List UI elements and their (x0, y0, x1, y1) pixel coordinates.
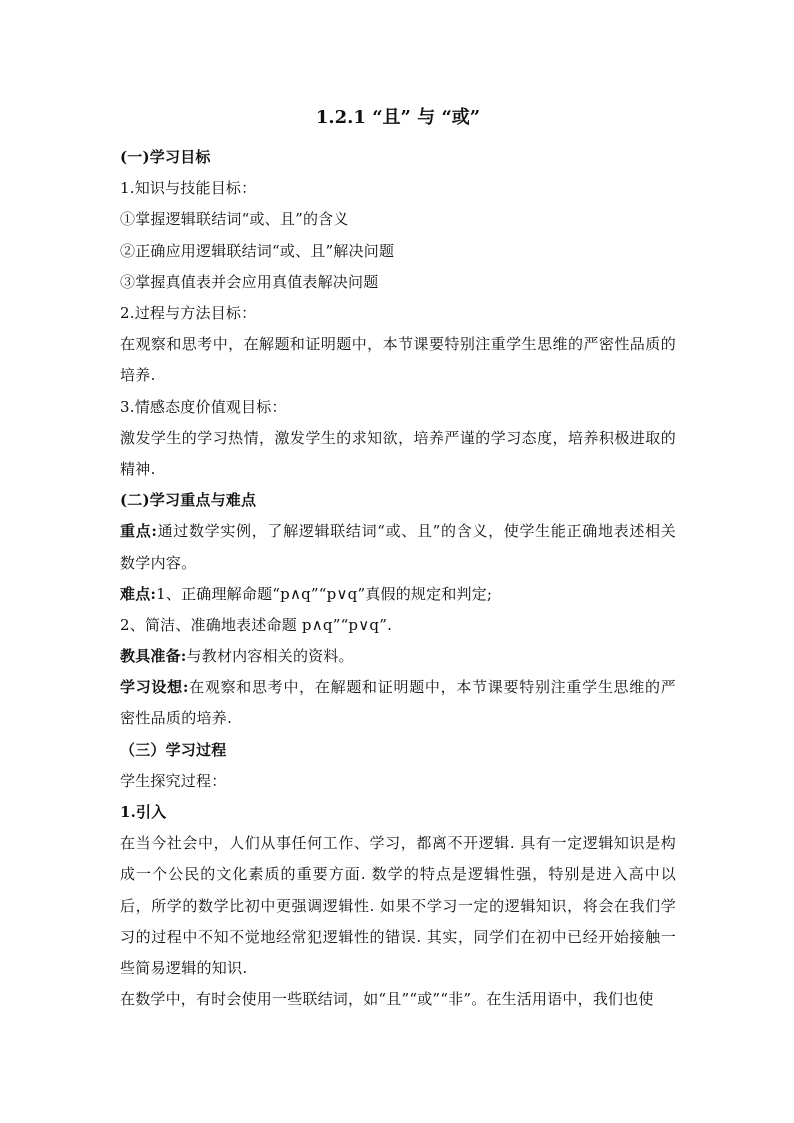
tools-text: 与教材内容相关的资料。 (186, 647, 354, 666)
goal1-item-2: ②正确应用逻辑联结词“或、且”解决问题 (120, 241, 395, 260)
intro-paragraph: 在当今社会中，人们从事任何工作、学习，都离不开逻辑. 具有一定逻辑知识是构成一个公民的文化素质的重要方面. 数学的特点是逻辑性强，特别是进入高中以后，所学的数学比初中更强调逻辑性. 如果不学习一定的逻辑知识，将会在我们学习的过程中不知不觉地经常犯逻辑性的错误. 其实，同学们在初中已经开始接触一些简易逻辑的知识. (120, 834, 676, 978)
difficulty-label: 难点: (120, 584, 157, 603)
intro-heading: 1.引入 (120, 803, 167, 822)
difficulty-text-1: 1、正确理解命题“p∧q”“p∨q”真假的规定和判定; (156, 584, 493, 603)
difficulty-line-2: 2、简洁、准确地表述命题 p∧q”“p∨q”. (120, 615, 393, 634)
difficulty-line-1 (120, 579, 676, 610)
key-point-label: 重点: (120, 522, 158, 541)
document-page (120, 103, 676, 1015)
goal3-heading: 3.情感态度价值观目标： (120, 397, 287, 416)
goal2-heading: 2.过程与方法目标： (120, 303, 257, 322)
page-title: 1.2.1 “且” 与 “或” (315, 107, 481, 128)
goal1-item-3: ③掌握真值表并会应用真值表解决问题 (120, 272, 379, 291)
tools-label: 教具准备: (120, 647, 187, 666)
design-text: 在观察和思考中，在解题和证明题中，本节课要特别注重学生思维的严密性品质的培养. (120, 678, 676, 728)
section3-heading: （三）学习过程 (120, 740, 227, 759)
goal1-item-1: ①掌握逻辑联结词“或、且”的含义 (120, 210, 349, 229)
section2-heading: (二)学习重点与难点 (120, 491, 257, 510)
goal3-text: 激发学生的学习热情，激发学生的求知欲，培养严谨的学习态度，培养积极进取的精神. (120, 428, 676, 478)
key-point-text: 通过数学实例，了解逻辑联结词“或、且”的含义，使学生能正确地表述相关数学内容。 (120, 522, 676, 572)
design-paragraph (120, 672, 676, 734)
goal2-text: 在观察和思考中，在解题和证明题中，本节课要特别注重学生思维的严密性品质的培养. (120, 335, 676, 385)
section1-heading: (一)学习目标 (120, 148, 211, 166)
tools-line (120, 641, 676, 672)
key-point-paragraph (120, 516, 676, 578)
student-process-text: 学生探究过程： (120, 771, 227, 790)
design-label: 学习设想: (120, 678, 189, 697)
last-line: 在数学中，有时会使用一些联结词，如“且”“或”“非”。在生活用语中，我们也使 (120, 990, 654, 1009)
goal1-heading: 1.知识与技能目标： (120, 179, 257, 198)
